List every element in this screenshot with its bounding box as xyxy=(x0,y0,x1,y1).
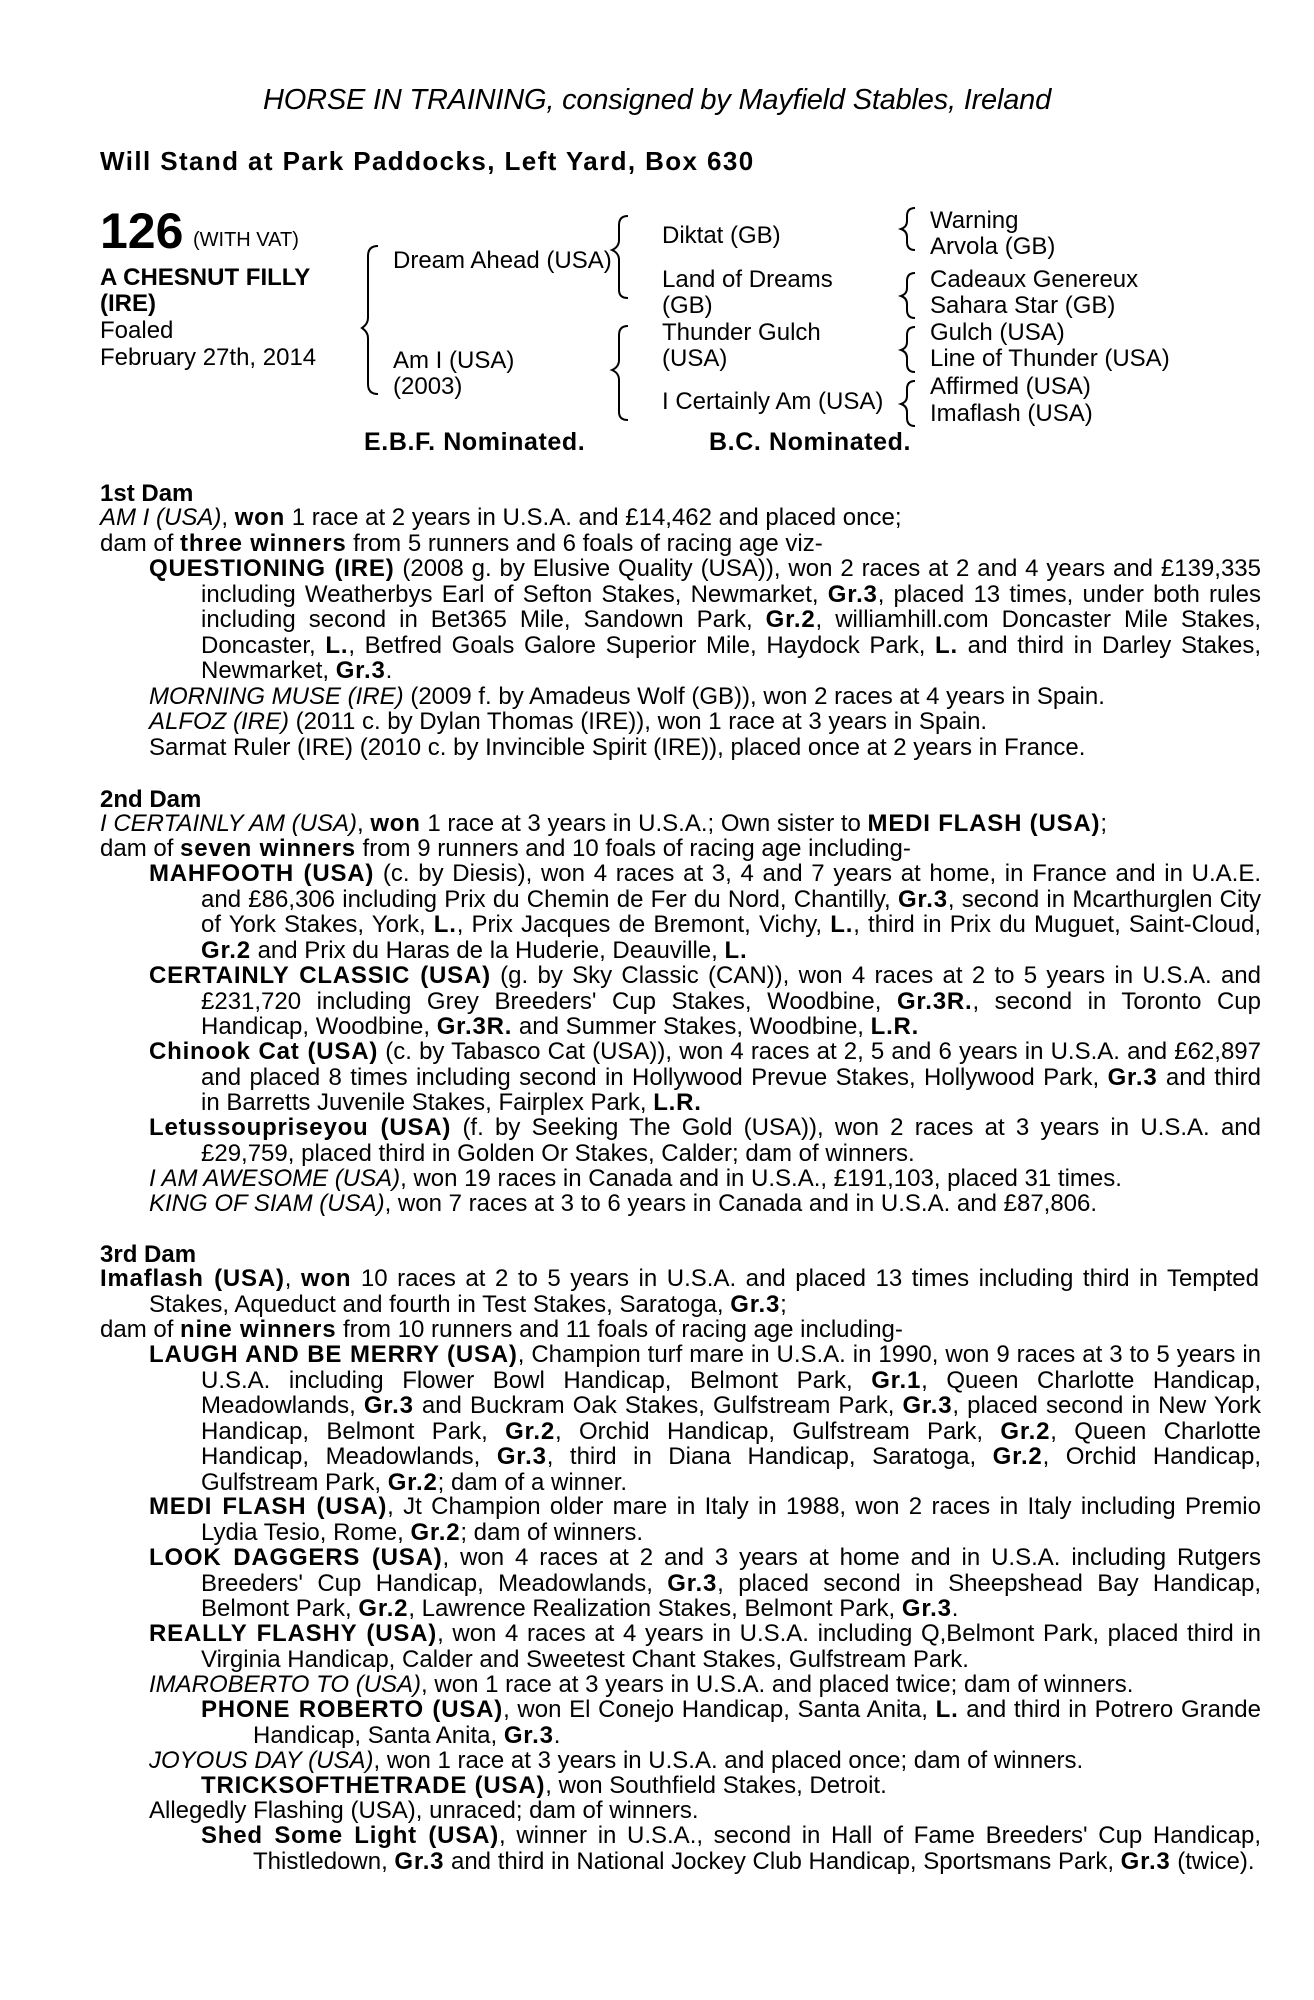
bc-nominated: B.C. Nominated. xyxy=(709,428,912,456)
first-dam-heading: 1st Dam xyxy=(100,480,194,507)
dam: Am I (USA) xyxy=(393,347,515,374)
produce-questioning: QUESTIONING (IRE) (2008 g. by Elusive Quality (USA)), won 2 races at 2 and 4 years and £139,335 including Weatherbys Earl of Sefton Stakes, Newmarket, Gr.3, placed 13 times, under both rules including second in Bet365 Mile, Sandown Park, Gr.2, williamhill.com Doncaster Mile Stakes, Doncaster, L., Betfred Goals Galore Superior Mile, Haydock Park, L. and third in Darley Stakes, Newmarket, Gr.3. xyxy=(149,555,1261,684)
lot-description-country: (IRE) xyxy=(100,290,156,317)
ebf-nominated: E.B.F. Nominated. xyxy=(364,428,586,456)
catalogue-header: HORSE IN TRAINING, consigned by Mayfield Stables, Ireland xyxy=(262,84,1052,116)
produce-laugh-and-be-merry: LAUGH AND BE MERRY (USA), Champion turf mare in U.S.A. in 1990, won 9 races at 3 to 5 years in U.S.A. including Flower Bowl Handicap, Belmont Park, Gr.1, Queen Charlotte Handicap, Meadowlands, Gr.3 and Buckram Oak Stakes, Gulfstream Park, Gr.3, placed second in New York Handicap, Belmont Park, Gr.2, Orchid Handicap, Gulfstream Park, Gr.2, Queen Charlotte Handicap, Meadowlands, Gr.3, third in Diana Handicap, Saratoga, Gr.2, Orchid Handicap, Gulfstream Park, Gr.2; dam of a winner. xyxy=(149,1341,1262,1496)
ancestor-affirmed: Affirmed (USA) xyxy=(930,373,1091,400)
ancestor-cadeaux-genereux: Cadeaux Genereux xyxy=(930,266,1139,293)
third-dam-produce: dam of nine winners from 10 runners and 11 foals of racing age including- xyxy=(100,1316,903,1343)
ancestor-imaflash: Imaflash (USA) xyxy=(930,400,1093,427)
first-dam-record: AM I (USA), won 1 race at 2 years in U.S.A. and £14,462 and placed once; xyxy=(100,504,902,531)
lot-number: 126 xyxy=(100,203,184,259)
third-dam-heading: 3rd Dam xyxy=(100,1241,197,1268)
sire-sire: Diktat (GB) xyxy=(662,222,781,249)
second-dam-heading: 2nd Dam xyxy=(100,786,202,813)
produce-joyous-day: JOYOUS DAY (USA), won 1 race at 3 years in U.S.A. and placed once; dam of winners. xyxy=(149,1747,1084,1774)
pedigree-braces xyxy=(0,0,1314,460)
produce-sarmat-ruler: Sarmat Ruler (IRE) (2010 c. by Invincible Spirit (IRE)), placed once at 2 years in France. xyxy=(149,734,1086,761)
produce-i-am-awesome: I AM AWESOME (USA), won 19 races in Canada and in U.S.A., £191,103, placed 31 times. xyxy=(149,1165,1122,1192)
second-dam-record: I CERTAINLY AM (USA), won 1 race at 3 years in U.S.A.; Own sister to MEDI FLASH (USA); xyxy=(100,810,1108,837)
produce-really-flashy: REALLY FLASHY (USA), won 4 races at 4 years in U.S.A. including Q,Belmont Park, placed third in Virginia Handicap, Calder and Sweetest Chant Stakes, Gulfstream Park. xyxy=(149,1620,1261,1673)
produce-alfoz: ALFOZ (IRE) (2011 c. by Dylan Thomas (IRE)), won 1 race at 3 years in Spain. xyxy=(149,708,988,735)
foaled-label: Foaled xyxy=(100,317,174,344)
produce-medi-flash: MEDI FLASH (USA), Jt Champion older mare in Italy in 1988, won 2 races in Italy including Premio Lydia Tesio, Rome, Gr.2; dam of winners. xyxy=(149,1493,1261,1546)
ancestor-warning: Warning xyxy=(930,207,1019,234)
produce-tricksofthetrade: TRICKSOFTHETRADE (USA), won Southfield Stakes, Detroit. xyxy=(201,1772,887,1799)
lot-description: A CHESNUT FILLY xyxy=(100,264,311,291)
produce-look-daggers: LOOK DAGGERS (USA), won 4 races at 2 and 3 years at home and in U.S.A. including Rutgers Breeders' Cup Handicap, Meadowlands, Gr.3, placed second in Sheepshead Bay Handicap, Belmont Park, Gr.2, Lawrence Realization Stakes, Belmont Park, Gr.3. xyxy=(149,1544,1261,1622)
ancestor-gulch: Gulch (USA) xyxy=(930,319,1065,346)
dam-year: (2003) xyxy=(393,373,463,400)
produce-allegedly-flashing: Allegedly Flashing (USA), unraced; dam of winners. xyxy=(149,1797,699,1824)
dam-sire-country: (USA) xyxy=(662,345,728,372)
second-dam-produce: dam of seven winners from 9 runners and 10 foals of racing age including- xyxy=(100,835,911,862)
produce-letussoupriseyou: Letussoupriseyou (USA) (f. by Seeking The Gold (USA)), won 2 races at 3 years in U.S.A. and £29,759, placed third in Golden Or Stakes, Calder; dam of winners. xyxy=(149,1114,1261,1167)
foaled-date: February 27th, 2014 xyxy=(100,344,317,371)
produce-shed-some-light: Shed Some Light (USA), winner in U.S.A., second in Hall of Fame Breeders' Cup Handicap, Thistledown, Gr.3 and third in National Jockey Club Handicap, Sportsmans Park, Gr.3 (twice). xyxy=(201,1822,1261,1875)
third-dam-record: Imaflash (USA), won 10 races at 2 to 5 years in U.S.A. and placed 13 times including third in Tempted Stakes, Aqueduct and fourth in Test Stakes, Saratoga, Gr.3; xyxy=(100,1265,1259,1318)
produce-morning-muse: MORNING MUSE (IRE) (2009 f. by Amadeus Wolf (GB)), won 2 races at 4 years in Spain. xyxy=(149,683,1105,710)
ancestor-line-of-thunder: Line of Thunder (USA) xyxy=(930,345,1170,372)
produce-certainly-classic: CERTAINLY CLASSIC (USA) (g. by Sky Classic (CAN)), won 4 races at 2 to 5 years in U.S.A. and £231,720 including Grey Breeders' Cup Stakes, Woodbine, Gr.3R., second in Toronto Cup Handicap, Woodbine, Gr.3R. and Summer Stakes, Woodbine, L.R. xyxy=(149,962,1261,1040)
dam-dam: I Certainly Am (USA) xyxy=(662,388,884,415)
produce-king-of-siam: KING OF SIAM (USA), won 7 races at 3 to 6 years in Canada and in U.S.A. and £87,806. xyxy=(149,1190,1098,1217)
produce-chinook-cat: Chinook Cat (USA) (c. by Tabasco Cat (USA)), won 4 races at 2, 5 and 6 years in U.S.A. and £62,897 and placed 8 times including second in Hollywood Prevue Stakes, Hollywood Park, Gr.3 and third in Barretts Juvenile Stakes, Fairplex Park, L.R. xyxy=(149,1038,1261,1116)
produce-imaroberto-to: IMAROBERTO TO (USA), won 1 race at 3 years in U.S.A. and placed twice; dam of winners. xyxy=(149,1671,1134,1698)
sire-dam-country: (GB) xyxy=(662,292,713,319)
vat-note: (WITH VAT) xyxy=(193,229,299,251)
produce-mahfooth: MAHFOOTH (USA) (c. by Diesis), won 4 races at 3, 4 and 7 years at home, in France and in U.A.E. and £86,306 including Prix du Chemin de Fer du Nord, Chantilly, Gr.3, second in Mcarthurglen City of York Stakes, York, L., Prix Jacques de Bremont, Vichy, L., third in Prix du Muguet, Saint-Cloud, Gr.2 and Prix du Haras de la Huderie, Deauville, L. xyxy=(149,860,1262,964)
stand-location: Will Stand at Park Paddocks, Left Yard, Box 630 xyxy=(100,146,755,176)
first-dam-produce: dam of three winners from 5 runners and 6 foals of racing age viz- xyxy=(100,530,823,557)
ancestor-arvola: Arvola (GB) xyxy=(930,233,1056,260)
sire: Dream Ahead (USA) xyxy=(393,247,612,274)
ancestor-sahara-star: Sahara Star (GB) xyxy=(930,292,1116,319)
dam-sire: Thunder Gulch xyxy=(662,319,821,346)
produce-phone-roberto: PHONE ROBERTO (USA), won El Conejo Handicap, Santa Anita, L. and third in Potrero Grande Handicap, Santa Anita, Gr.3. xyxy=(201,1696,1261,1749)
sire-dam: Land of Dreams xyxy=(662,266,833,293)
